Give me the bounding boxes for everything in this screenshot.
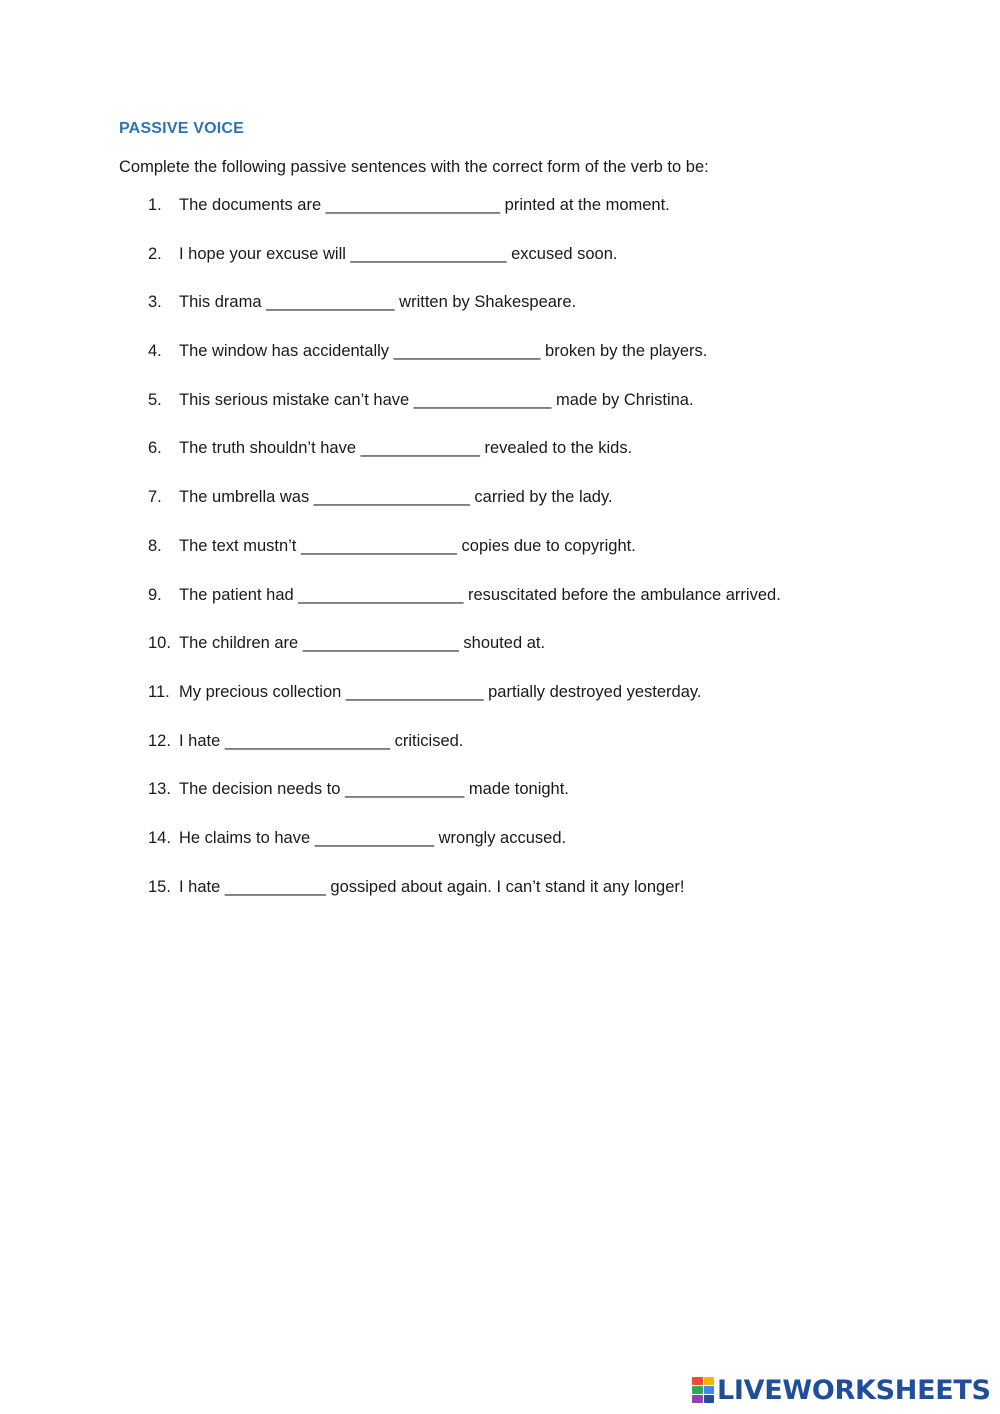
exercise-item-13 [148,780,781,829]
exercise-item-15 [148,878,781,927]
logo-text: LIVEWORKSHEETS [717,1374,991,1406]
exercise-item-1 [148,196,781,245]
item-number: 1. [148,196,162,214]
exercise-item-12 [148,732,781,781]
logo-icon-cell [692,1395,703,1403]
logo-icon-cell [704,1386,715,1394]
item-number: 14. [148,828,171,847]
item-number: 10. [148,634,171,653]
item-number: 15. [148,877,171,896]
item-sentence: He claims to have _____________ wrongly accused. [179,828,567,847]
logo-icon-cell [704,1377,715,1385]
item-number: 3. [148,293,162,312]
item-number: 8. [148,536,162,555]
item-number: 7. [148,488,162,507]
liveworksheets-logo [692,1374,991,1406]
logo-icon-cell [704,1395,715,1403]
logo-icon-cell [692,1377,703,1385]
item-sentence: The documents are ___________________ printed at the moment. [179,196,670,214]
item-number: 12. [148,731,171,750]
item-sentence: The text mustn’t _________________ copies due to copyright. [179,536,636,555]
item-number: 4. [148,342,162,361]
item-sentence: This drama ______________ written by Shakespeare. [179,293,577,312]
item-number: 13. [148,780,171,799]
exercise-item-11 [148,683,781,732]
exercise-item-6 [148,439,781,488]
item-sentence: The window has accidentally ________________ broken by the players. [179,342,708,361]
exercise-item-7 [148,488,781,537]
exercise-item-10 [148,634,781,683]
item-sentence: This serious mistake can’t have _______________ made by Christina. [179,390,694,409]
exercise-item-8 [148,537,781,586]
instructions: Complete the following passive sentences with the correct form of the verb to be: [119,158,709,176]
exercise-item-9 [148,586,781,635]
exercise-list [148,196,781,926]
logo-icon-cell [692,1386,703,1394]
item-number: 2. [148,244,162,263]
item-number: 6. [148,439,162,458]
item-sentence: I hate ___________ gossiped about again. I can’t stand it any longer! [179,877,685,896]
item-sentence: I hate __________________ criticised. [179,731,464,750]
item-number: 9. [148,585,162,604]
item-sentence: I hope your excuse will _________________ excused soon. [179,244,618,263]
item-sentence: The umbrella was _________________ carried by the lady. [179,488,613,507]
exercise-item-14 [148,829,781,878]
exercise-item-2 [148,245,781,294]
exercise-item-3 [148,293,781,342]
item-sentence: The patient had __________________ resuscitated before the ambulance arrived. [179,585,781,604]
page-title: PASSIVE VOICE [119,120,245,137]
item-number: 11. [148,682,170,701]
item-sentence: The children are _________________ shouted at. [179,634,546,653]
item-sentence: The truth shouldn’t have _____________ revealed to the kids. [179,439,633,458]
item-number: 5. [148,390,162,409]
exercise-item-5 [148,391,781,440]
item-sentence: The decision needs to _____________ made tonight. [179,780,569,799]
liveworksheets-logo-icon [692,1377,714,1403]
exercise-item-4 [148,342,781,391]
item-sentence: My precious collection _______________ partially destroyed yesterday. [179,682,702,701]
